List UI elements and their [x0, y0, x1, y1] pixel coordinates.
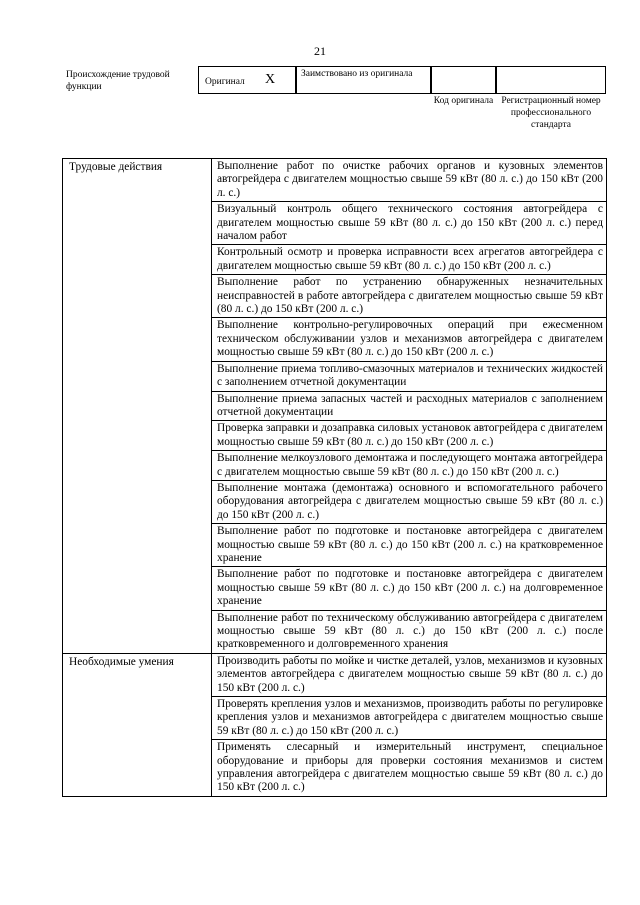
origin-label: Происхождение трудовой функции: [66, 70, 170, 92]
section-item: Проверять крепления узлов и механизмов, производить работы по регулировке крепления узлов и механизмов автогрейдера с двигателем мощностью свыше 59 кВт (80 л. с.) до 150 кВт (200 л. с.): [212, 697, 607, 740]
page-number: 21: [314, 44, 326, 58]
section-label: Необходимые умения: [63, 653, 212, 796]
reg-number-caption: Регистрационный номер профессионального стандарта: [501, 96, 601, 130]
section-item: Выполнение приема топливо-смазочных материалов и технических жидкостей с заполнением отчетной документации: [212, 361, 607, 391]
section-item: Выполнение работ по очистке рабочих органов и кузовных элементов автогрейдера с двигателем мощностью свыше 59 кВт (80 л. с.) до 150 кВт (200 л. с.): [212, 159, 607, 202]
code-box: [431, 66, 496, 94]
original-label: Оригинал: [205, 77, 245, 87]
section-item: Выполнение работ по техническому обслуживанию автогрейдера с двигателем мощностью свыше 59 кВт (80 л. с.) до 150 кВт (200 л. с.) после кратковременного и долговременного хранения: [212, 610, 607, 653]
section-item: Выполнение приема запасных частей и расходных материалов с заполнением отчетной документации: [212, 391, 607, 421]
section-item: Выполнение работ по подготовке и постановке автогрейдера с двигателем мощностью свыше 59 кВт (80 л. с.) до 150 кВт (200 л. с.) на кратковременное хранение: [212, 524, 607, 567]
function-table: [62, 158, 607, 797]
borrowed-label: Заимствовано из оригинала: [301, 69, 413, 79]
section-item: Проверка заправки и дозаправка силовых установок автогрейдера с двигателем мощностью свыше 59 кВт (80 л. с.) до 150 кВт (200 л. с.): [212, 421, 607, 451]
section-item: Производить работы по мойке и чистке деталей, узлов, механизмов и кузовных элементов автогрейдера с двигателем мощностью свыше 59 кВт (80 л. с.) до 150 кВт (200 л. с.): [212, 653, 607, 696]
section-item: Выполнение мелкоузлового демонтажа и последующего монтажа автогрейдера с двигателем мощностью свыше 59 кВт (80 л. с.) до 150 кВт (200 л. с.): [212, 451, 607, 481]
table-row: [63, 653, 607, 696]
section-item: Выполнение работ по устранению обнаруженных незначительных неисправностей в работе автогрейдера с двигателем мощностью свыше 59 кВт (80 л. с.) до 150 кВт (200 л. с.): [212, 275, 607, 318]
section-item: Выполнение работ по подготовке и постановке автогрейдера с двигателем мощностью свыше 59 кВт (80 л. с.) до 150 кВт (200 л. с.) на долговременное хранение: [212, 567, 607, 610]
section-item: Выполнение контрольно-регулировочных операций при ежесменном техническом обслуживании узлов и механизмов автогрейдера с двигателем мощностью свыше 59 кВт (80 л. с.) до 150 кВт (200 л. с.): [212, 318, 607, 361]
section-item: Контрольный осмотр и проверка исправности всех агрегатов автогрейдера с двигателем мощностью свыше 59 кВт (80 л. с.) до 150 кВт (200 л. с.): [212, 245, 607, 275]
table-row: [63, 159, 607, 202]
section-item: Применять слесарный и измерительный инструмент, специальное оборудование и приборы для проверки состояния механизмов и систем управления автогрейдера с двигателем мощностью свыше 59 кВт (80 л. с.) до 150 кВт (200 л. с.): [212, 740, 607, 797]
reg-number-box: [496, 66, 606, 94]
section-item: Визуальный контроль общего технического состояния автогрейдера с двигателем мощностью свыше 59 кВт (80 л. с.) до 150 кВт (200 л. с.) перед началом работ: [212, 202, 607, 245]
code-caption: Код оригинала: [433, 96, 494, 106]
section-label: Трудовые действия: [63, 159, 212, 654]
section-item: Выполнение монтажа (демонтажа) основного и вспомогательного рабочего оборудования автогрейдера с двигателем мощностью свыше 59 кВт (80 л. с.) до 150 кВт (200 л. с.): [212, 480, 607, 523]
original-mark: Х: [265, 72, 276, 87]
